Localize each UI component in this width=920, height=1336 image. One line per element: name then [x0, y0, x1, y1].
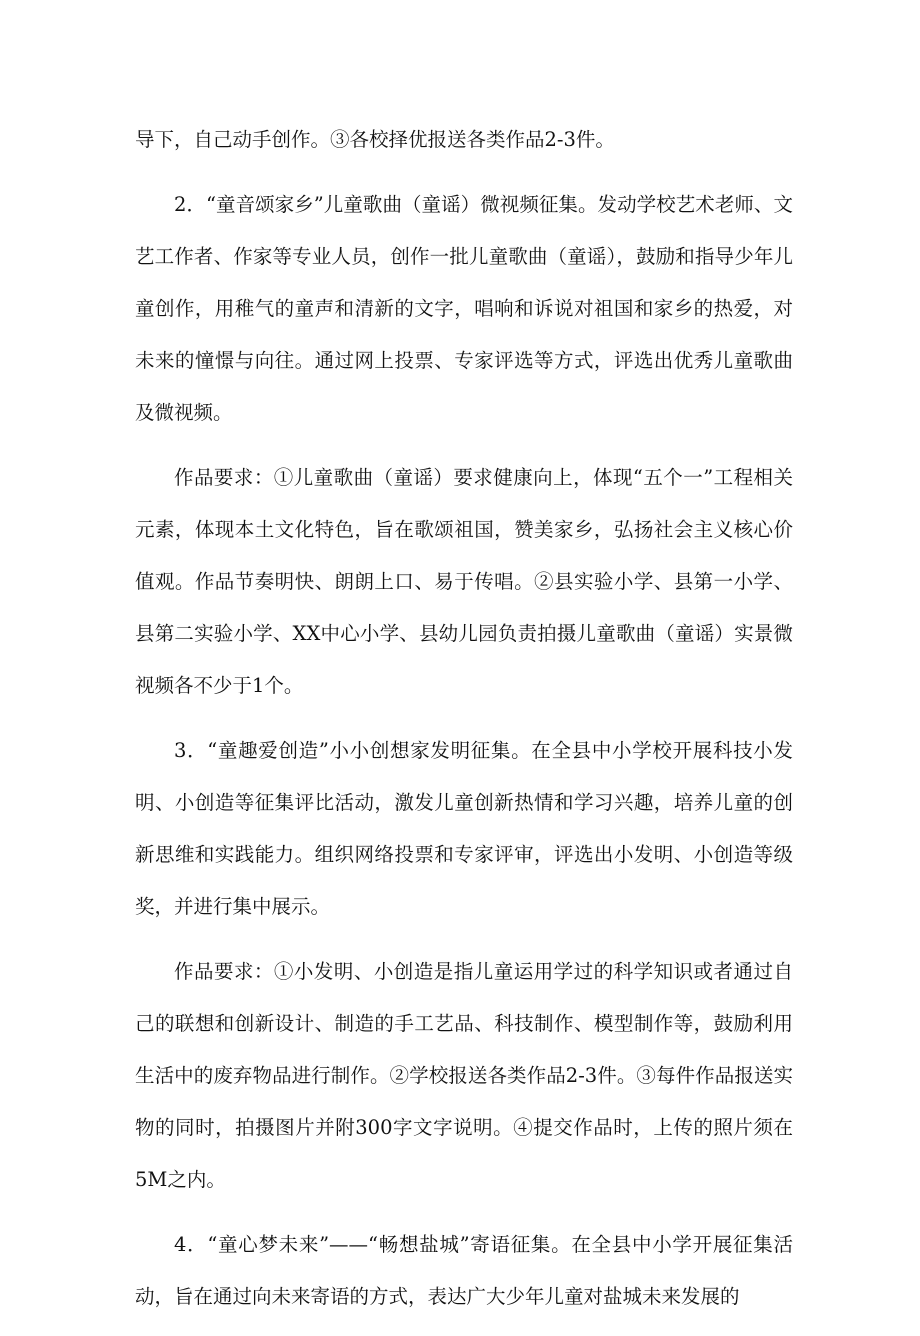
- paragraph-continuation: 导下，自己动手创作。③各校择优报送各类作品2-3件。: [135, 128, 615, 151]
- document-page: [135, 114, 793, 1336]
- paragraph-item-3-requirements: 作品要求：①小发明、小创造是指儿童运用学过的科学知识或者通过自己的联想和创新设计、制造的手工艺品、科技制作、模型制作等，鼓励利用生活中的废弃物品进行制作。②学校报送各类作品2-3件。③每件作品报送实物的同时，拍摄图片并附300字文字说明。④提交作品时，上传的照片须在5M之内。: [135, 960, 793, 1191]
- paragraph-item-4: 4．“童心梦未来”——“畅想盐城”寄语征集。在全县中小学开展征集活动，旨在通过向未来寄语的方式，表达广大少年儿童对盐城未来发展的: [135, 1233, 793, 1308]
- paragraph-item-2: 2．“童音颂家乡”儿童歌曲（童谣）微视频征集。发动学校艺术老师、文艺工作者、作家等专业人员，创作一批儿童歌曲（童谣），鼓励和指导少年儿童创作，用稚气的童声和清新的文字，唱响和诉说对祖国和家乡的热爱，对未来的憧憬与向往。通过网上投票、专家评选等方式，评选出优秀儿童歌曲及微视频。: [135, 193, 793, 424]
- paragraph-item-2-requirements: 作品要求：①儿童歌曲（童谣）要求健康向上，体现“五个一”工程相关元素，体现本土文化特色，旨在歌颂祖国，赞美家乡，弘扬社会主义核心价值观。作品节奏明快、朗朗上口、易于传唱。②县实验小学、县第一小学、县第二实验小学、XX中心小学、县幼儿园负责拍摄儿童歌曲（童谣）实景微视频各不少于1个。: [135, 466, 793, 697]
- paragraph-item-3: 3．“童趣爱创造”小小创想家发明征集。在全县中小学校开展科技小发明、小创造等征集评比活动，激发儿童创新热情和学习兴趣，培养儿童的创新思维和实践能力。组织网络投票和专家评审，评选出小发明、小创造等级奖，并进行集中展示。: [135, 739, 793, 918]
